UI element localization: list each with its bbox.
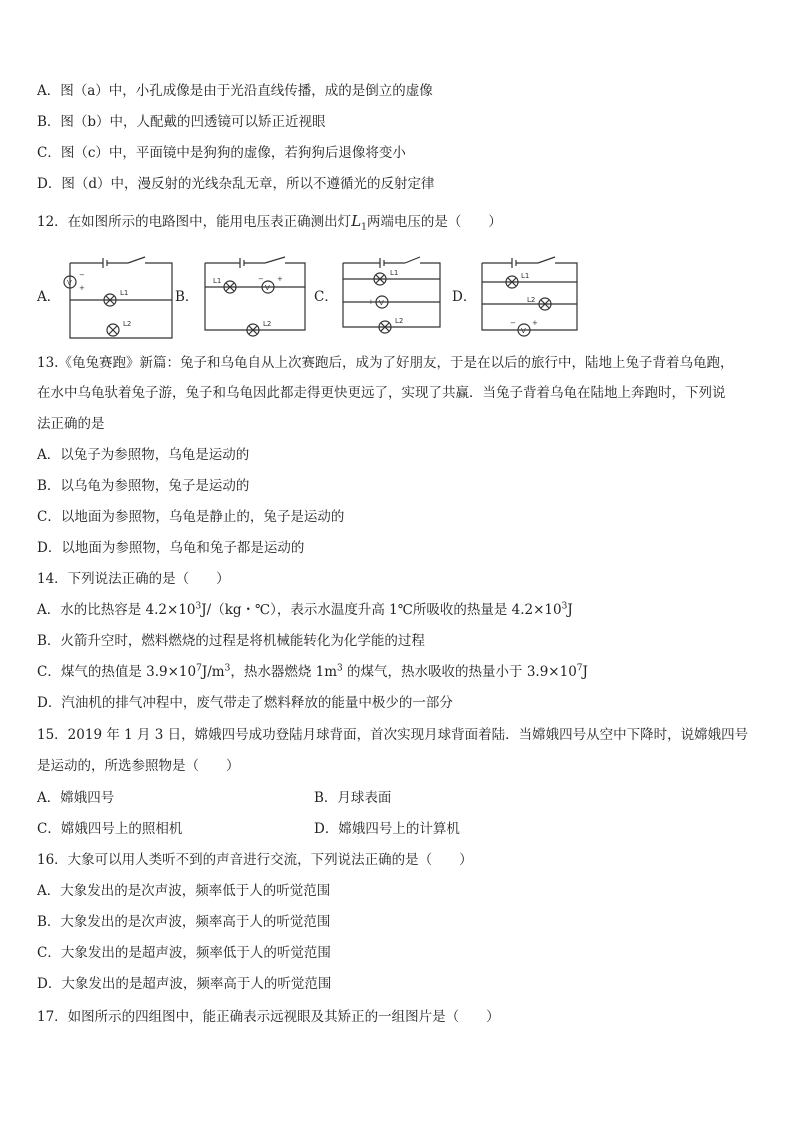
q16-stem: 16．大象可以用人类听不到的声音进行交流，下列说法正确的是（ ） — [37, 852, 473, 868]
q11-option-c: C．图（c）中，平面镜中是狗狗的虚像，若狗狗后退像将变小 — [37, 145, 406, 161]
q12-label-b: B． — [175, 289, 199, 305]
q12-label-c: C． — [314, 289, 338, 305]
q15-stem-line-1: 15．2019 年 1 月 3 日，嫦娥四号成功登陆月球背面，首次实现月球背面着陆．当嫦娥四号从空中下降时，说嫦娥四号 — [37, 727, 749, 743]
q12-label-d: D． — [452, 289, 477, 305]
q13-stem-line-1: 13.《龟兔赛跑》新篇：兔子和乌龟自从上次赛跑后，成为了好朋友，于是在以后的旅行中，陆地上兔子背着乌龟跑， — [37, 355, 734, 371]
q16-option-b: B．大象发出的是次声波，频率高于人的听觉范围 — [37, 914, 331, 930]
svg-text:L2: L2 — [263, 320, 272, 328]
circuit-a — [64, 257, 172, 338]
q15-option-a: A．嫦娥四号 — [37, 790, 115, 806]
svg-text:−: − — [510, 319, 516, 327]
q12-circuits — [0, 245, 794, 340]
svg-text:−: − — [79, 271, 85, 279]
q14-option-c: C．煤气的热值是 $3.9\times 10^7J/m^3$，热水器燃烧 $1m^3$ 的煤气，热水吸收的热量小于 $3.9\times 10^7J$ — [37, 663, 588, 680]
q14-option-d: D．汽油机的排气冲程中，废气带走了燃料释放的能量中极少的一部分 — [37, 695, 453, 711]
q11-option-b: B．图（b）中，人配戴的凹透镜可以矫正近视眼 — [37, 114, 326, 130]
q13-option-d: D．以地面为参照物，乌龟和兔子都是运动的 — [37, 540, 305, 556]
svg-text:L2: L2 — [527, 296, 536, 304]
q14-option-a: A．水的比热容是 $4.2\times 10^3J/(kg$・℃），表示水温度升高 1℃所吸收的热量是 $4.2\times 10^3J$ — [37, 601, 573, 618]
svg-text:−: − — [258, 275, 264, 283]
q16-option-c: C．大象发出的是超声波，频率低于人的听觉范围 — [37, 945, 331, 961]
q16-option-d: D．大象发出的是超声波，频率高于人的听觉范围 — [37, 976, 332, 992]
q13-option-c: C．以地面为参照物，乌龟是静止的，兔子是运动的 — [37, 509, 345, 525]
q12-label-a: A． — [37, 289, 61, 305]
svg-text:L2: L2 — [123, 320, 132, 328]
q15-stem-line-2: 是运动的，所选参照物是（ ） — [37, 758, 240, 774]
q15-option-c: C．嫦娥四号上的照相机 — [37, 821, 183, 837]
q13-option-a: A．以兔子为参照物，乌龟是运动的 — [37, 447, 250, 463]
q14-stem: 14．下列说法正确的是（ ） — [37, 571, 230, 587]
svg-text:L2: L2 — [395, 317, 404, 325]
q11-option-a: A．图（a）中，小孔成像是由于光沿直线传播，成的是倒立的虚像 — [37, 83, 433, 99]
q11-option-d: D．图（d）中，漫反射的光线杂乱无章，所以不遵循光的反射定律 — [37, 176, 435, 192]
svg-text:+: + — [79, 284, 85, 292]
svg-text:+: + — [532, 319, 538, 327]
svg-text:L1: L1 — [390, 269, 399, 277]
svg-text:+: + — [277, 275, 283, 283]
q13-option-b: B．以乌龟为参照物，兔子是运动的 — [37, 478, 250, 494]
q13-stem-line-2: 在水中乌龟驮着兔子游，兔子和乌龟因此都走得更快更远了，实现了共赢．当兔子背着乌龟在陆地上奔跑时，下列说 — [37, 385, 726, 401]
q14-option-b: B．火箭升空时，燃料燃烧的过程是将机械能转化为化学能的过程 — [37, 633, 425, 649]
svg-text:V: V — [521, 327, 526, 335]
svg-text:−: − — [392, 298, 398, 306]
q16-option-a: A．大象发出的是次声波，频率低于人的听觉范围 — [37, 883, 331, 899]
svg-text:L1: L1 — [521, 272, 530, 280]
q17-stem: 17．如图所示的四组图中，能正确表示远视眼及其矫正的一组图片是（ ） — [37, 1009, 500, 1025]
q12-stem: 12．在如图所示的电路图中，能用电压表正确测出灯$L_1$两端电压的是（ ） — [37, 212, 502, 233]
svg-text:V: V — [265, 284, 270, 292]
svg-text:V: V — [67, 279, 72, 287]
svg-text:L1: L1 — [213, 277, 222, 285]
svg-text:+: + — [368, 298, 374, 306]
q15-option-b: B．月球表面 — [314, 790, 392, 806]
circuit-b — [205, 257, 305, 336]
q15-option-d: D．嫦娥四号上的计算机 — [314, 821, 460, 837]
svg-text:L1: L1 — [120, 289, 129, 297]
q13-stem-line-3: 法正确的是 — [37, 416, 105, 432]
svg-text:V: V — [379, 299, 384, 307]
